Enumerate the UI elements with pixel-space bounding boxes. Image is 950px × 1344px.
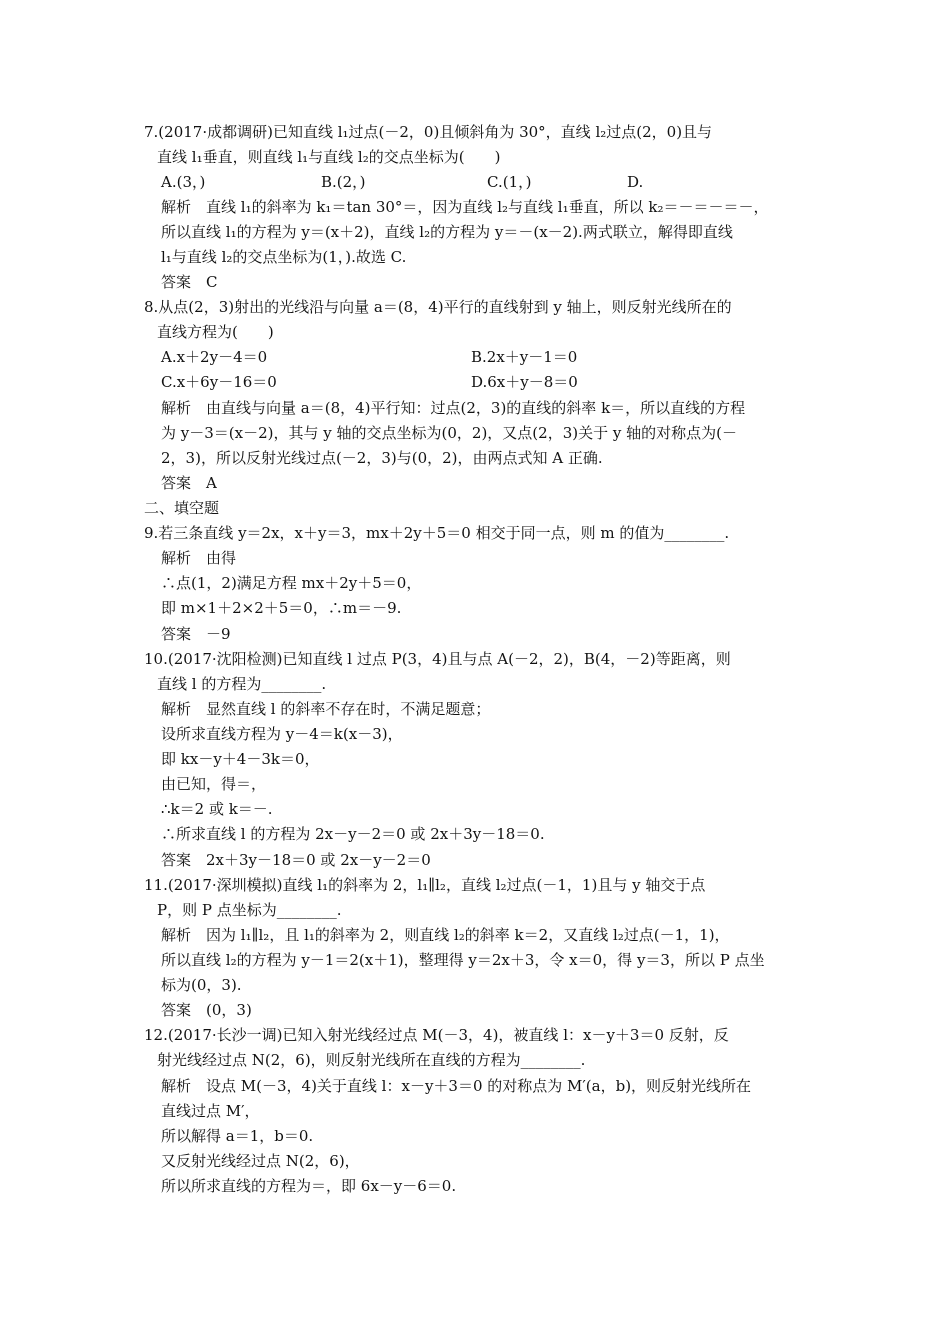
q10-analysis-line-5: ∴k＝2 或 k＝－. xyxy=(161,800,273,818)
q11-analysis-line-3: 标为(0，3). xyxy=(161,976,242,994)
q12-analysis-line-3: 所以解得 a＝1，b＝0. xyxy=(161,1127,314,1145)
q8-stem-line-2: 直线方程为( ) xyxy=(157,323,274,341)
q11-stem-line-1: 11.(2017·深圳模拟)直线 l₁的斜率为 2，l₁∥l₂，直线 l₂过点(－1，1)且与 y 轴交于点 xyxy=(144,876,706,894)
q7-option-b: B.(2，) xyxy=(321,173,366,191)
q9-answer: 答案 －9 xyxy=(161,625,231,643)
q8-option-d: D.6x＋y－8＝0 xyxy=(471,373,578,391)
q8-answer: 答案 A xyxy=(161,474,217,492)
q12-analysis-line-5: 所以所求直线的方程为＝，即 6x－y－6＝0. xyxy=(161,1177,457,1195)
q10-analysis-line-3: 即 kx－y＋4－3k＝0， xyxy=(161,750,320,768)
q9-stem-line-1: 9.若三条直线 y＝2x，x＋y＝3，mx＋2y＋5＝0 相交于同一点，则 m 的值为________. xyxy=(144,524,730,542)
q10-stem-line-1: 10.(2017·沈阳检测)已知直线 l 过点 P(3，4)且与点 A(－2，2)，B(4，－2)等距离，则 xyxy=(144,650,731,668)
q7-option-a: A.(3，) xyxy=(161,173,206,191)
q7-stem-line-2: 直线 l₁垂直，则直线 l₁与直线 l₂的交点坐标为( ) xyxy=(157,148,501,166)
q8-stem-line-1: 8.从点(2，3)射出的光线沿与向量 a＝(8，4)平行的直线射到 y 轴上，则反射光线所在的 xyxy=(144,298,732,316)
q12-stem-line-2: 射光线经过点 N(2，6)，则反射光线所在直线的方程为________. xyxy=(157,1051,586,1069)
q11-stem-line-2: P，则 P 点坐标为________. xyxy=(157,901,342,919)
q7-option-d: D. xyxy=(627,173,644,191)
section-heading: 二、填空题 xyxy=(144,499,220,517)
q9-analysis-line-2: ∴点(1，2)满足方程 mx＋2y＋5＝0， xyxy=(161,574,422,592)
q12-analysis-line-1: 解析 设点 M(－3，4)关于直线 l：x－y＋3＝0 的对称点为 M′(a，b)，则反射光线所在 xyxy=(161,1077,752,1095)
q9-analysis-line-3: 即 m×1＋2×2＋5＝0，∴m＝－9. xyxy=(161,599,402,617)
q8-option-b: B.2x＋y－1＝0 xyxy=(471,348,578,366)
q7-option-c: C.(1，) xyxy=(487,173,532,191)
q10-stem-line-2: 直线 l 的方程为________. xyxy=(157,675,327,693)
q7-analysis-line-2: 所以直线 l₁的方程为 y＝(x＋2)，直线 l₂的方程为 y＝－(x－2).两式联立，解得即直线 xyxy=(161,223,733,241)
q8-analysis-line-3: 2，3)，所以反射光线过点(－2，3)与(0，2)，由两点式知 A 正确. xyxy=(161,449,603,467)
q8-option-a: A.x＋2y－4＝0 xyxy=(161,348,268,366)
q11-analysis-line-1: 解析 因为 l₁∥l₂，且 l₁的斜率为 2，则直线 l₂的斜率 k＝2，又直线 l₂过点(－1，1)， xyxy=(161,926,730,944)
q12-stem-line-1: 12.(2017·长沙一调)已知入射光线经过点 M(－3，4)，被直线 l：x－y＋3＝0 反射，反 xyxy=(144,1026,729,1044)
q10-answer: 答案 2x＋3y－18＝0 或 2x－y－2＝0 xyxy=(161,851,431,869)
q7-answer: 答案 C xyxy=(161,273,218,291)
q8-analysis-line-2: 为 y－3＝(x－2)，其与 y 轴的交点坐标为(0，2)，又点(2，3)关于 y 轴的对称点为(－ xyxy=(161,424,737,442)
q10-analysis-line-2: 设所求直线方程为 y－4＝k(x－3)， xyxy=(161,725,403,743)
q10-analysis-line-4: 由已知，得＝， xyxy=(161,775,267,793)
q12-analysis-line-4: 又反射光线经过点 N(2，6)， xyxy=(161,1152,360,1170)
q7-stem-line-1: 7.(2017·成都调研)已知直线 l₁过点(－2，0)且倾斜角为 30°，直线 l₂过点(2，0)且与 xyxy=(144,123,713,141)
q7-analysis-line-3: l₁与直线 l₂的交点坐标为(1，).故选 C. xyxy=(161,248,407,266)
q8-analysis-line-1: 解析 由直线与向量 a＝(8，4)平行知：过点(2，3)的直线的斜率 k＝，所以直线的方程 xyxy=(161,399,746,417)
q9-analysis-line-1: 解析 由得 xyxy=(161,549,237,567)
q10-analysis-line-1: 解析 显然直线 l 的斜率不存在时，不满足题意； xyxy=(161,700,491,718)
q11-analysis-line-2: 所以直线 l₂的方程为 y－1＝2(x＋1)，整理得 y＝2x＋3，令 x＝0，得 y＝3，所以 P 点坐 xyxy=(161,951,765,969)
q8-option-c: C.x＋6y－16＝0 xyxy=(161,373,277,391)
q11-answer: 答案 (0，3) xyxy=(161,1001,252,1019)
q7-analysis-line-1: 解析 直线 l₁的斜率为 k₁＝tan 30°＝，因为直线 l₂与直线 l₁垂直，所以 k₂＝－＝－＝－， xyxy=(161,198,769,216)
q12-analysis-line-2: 直线过点 M′， xyxy=(161,1102,260,1120)
q10-analysis-line-6: ∴所求直线 l 的方程为 2x－y－2＝0 或 2x＋3y－18＝0. xyxy=(161,825,545,843)
